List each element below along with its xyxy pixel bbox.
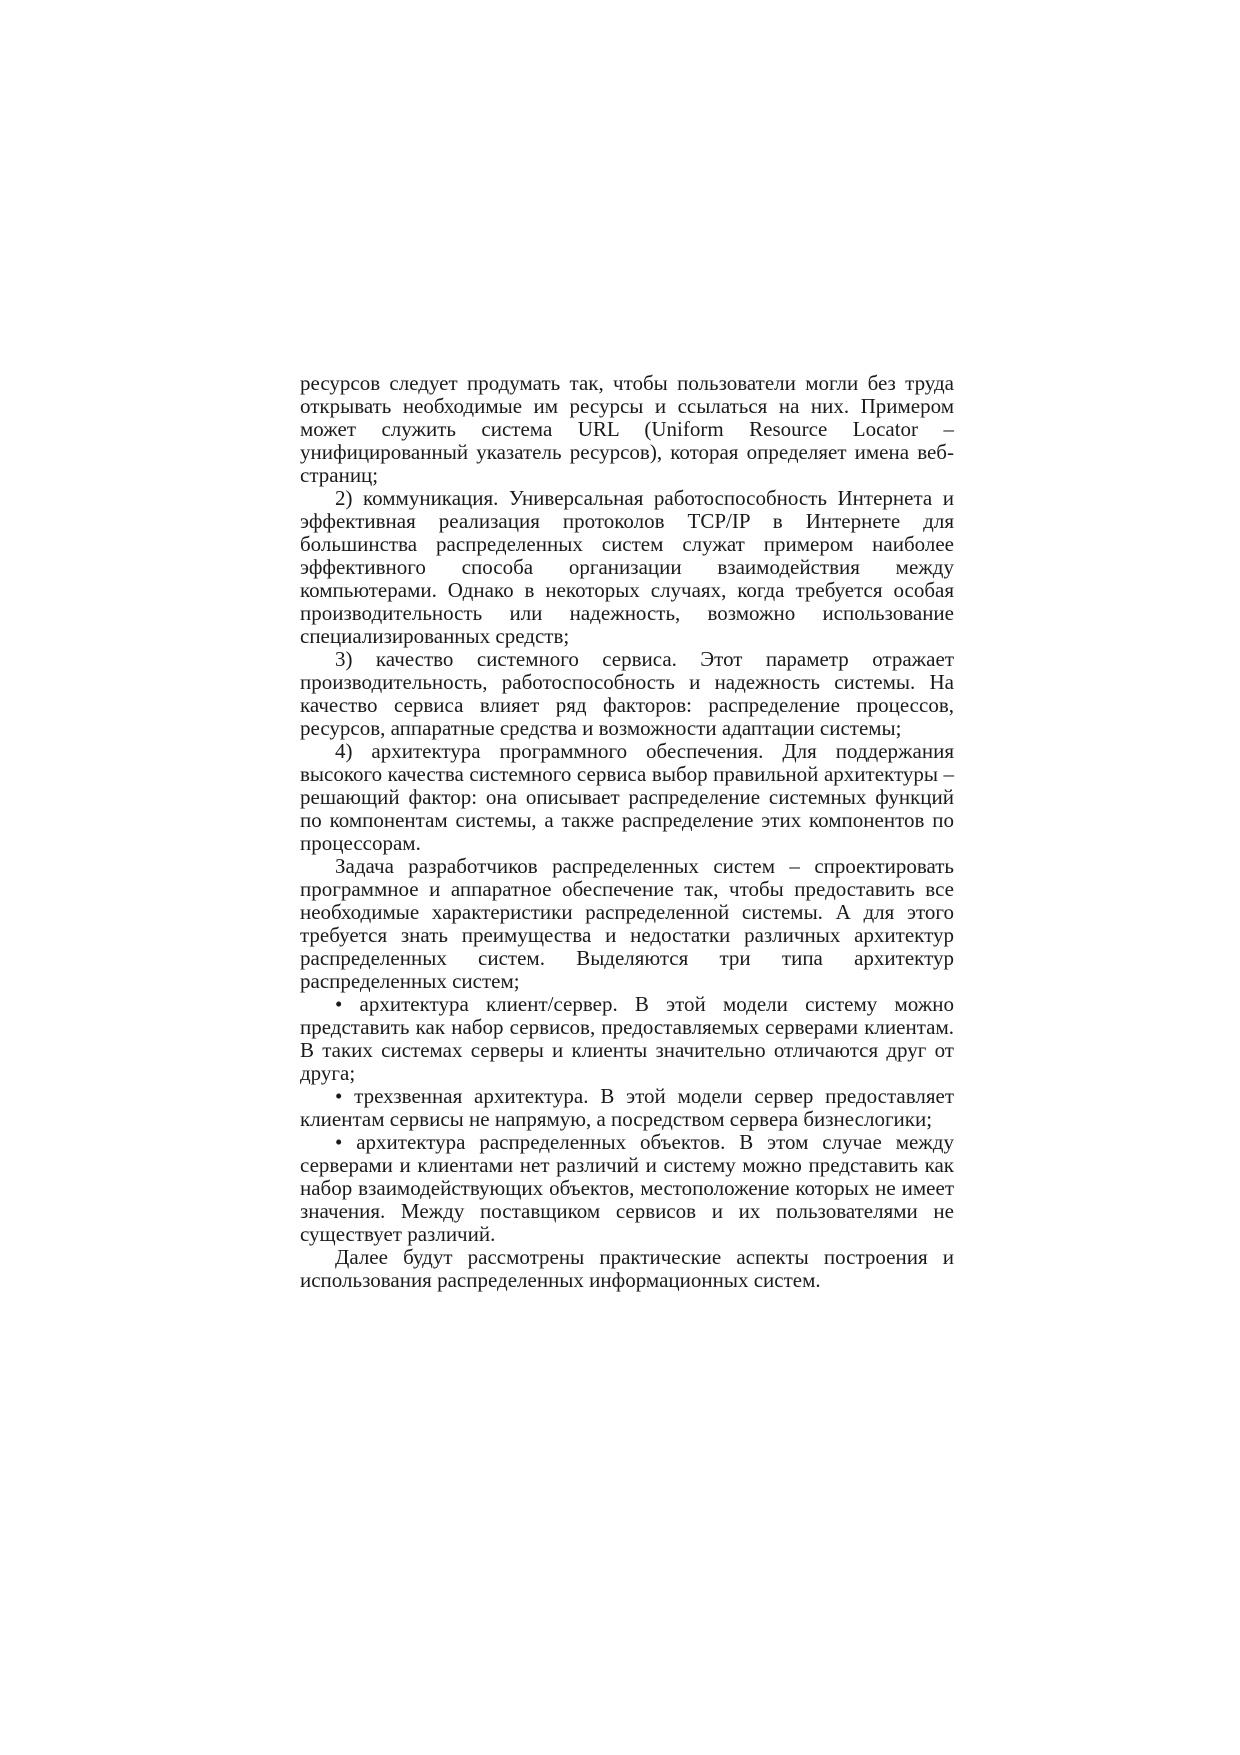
body-text [300,372,954,1292]
paragraph-bullet-client-server: • архитектура клиент/сервер. В этой модели систему можно представить как набор сервисов, предоставляемых серверами клиентам. В таких системах серверы и клиенты значительно отличаются друг от друга; [300,992,954,1085]
paragraph-bullet-distributed-objects: • архитектура распределенных объектов. В этом случае между серверами и клиентами нет различий и систему можно представить как набор взаимодействующих объектов, местоположение которых не имеет значения. Между поставщиком сервисов и их пользователями не существует различий. [300,1130,954,1246]
paragraph-task: Задача разработчиков распределенных систем – спроектировать программное и аппаратное обеспечение так, чтобы предоставить все необходимые характеристики распределенной системы. А для этого требуется знать преимущества и недостатки различных архитектур распределенных систем. Выделяются три типа архитектур распределенных систем; [300,854,954,993]
paragraph-item-service-quality: 3) качество системного сервиса. Этот параметр отражает производительность, работоспособность и надежность системы. На качество сервиса влияет ряд факторов: распределение процессов, ресурсов, аппаратные средства и возможности адаптации системы; [300,647,954,740]
paragraph-item-communication: 2) коммуникация. Универсальная работоспособность Интернета и эффективная реализация протоколов TCP/IP в Интернете для большинства распределенных систем служат примером наиболее эффективного способа организации взаимодействия между компьютерами. Однако в некоторых случаях, когда требуется особая производительность или надежность, возможно использование специализированных средств; [300,486,954,648]
paragraph-conclusion: Далее будут рассмотрены практические аспекты построения и использования распределенных информационных систем. [300,1245,954,1292]
paragraph-continued: ресурсов следует продумать так, чтобы пользователи могли без труда открывать необходимые им ресурсы и ссылаться на них. Примером может служить система URL (Uniform Resource Locator – унифицированный указатель ресурсов), которая определяет имена веб-страниц; [300,371,954,487]
paragraph-item-software-architecture: 4) архитектура программного обеспечения. Для поддержания высокого качества системного сервиса выбор правильной архитектуры – решающий фактор: она описывает распределение системных функций по компонентам системы, а также распределение этих компонентов по процессорам. [300,739,954,855]
paragraph-bullet-three-tier: • трехзвенная архитектура. В этой модели сервер предоставляет клиентам сервисы не напрямую, а посредством сервера бизнеслогики; [300,1084,954,1131]
